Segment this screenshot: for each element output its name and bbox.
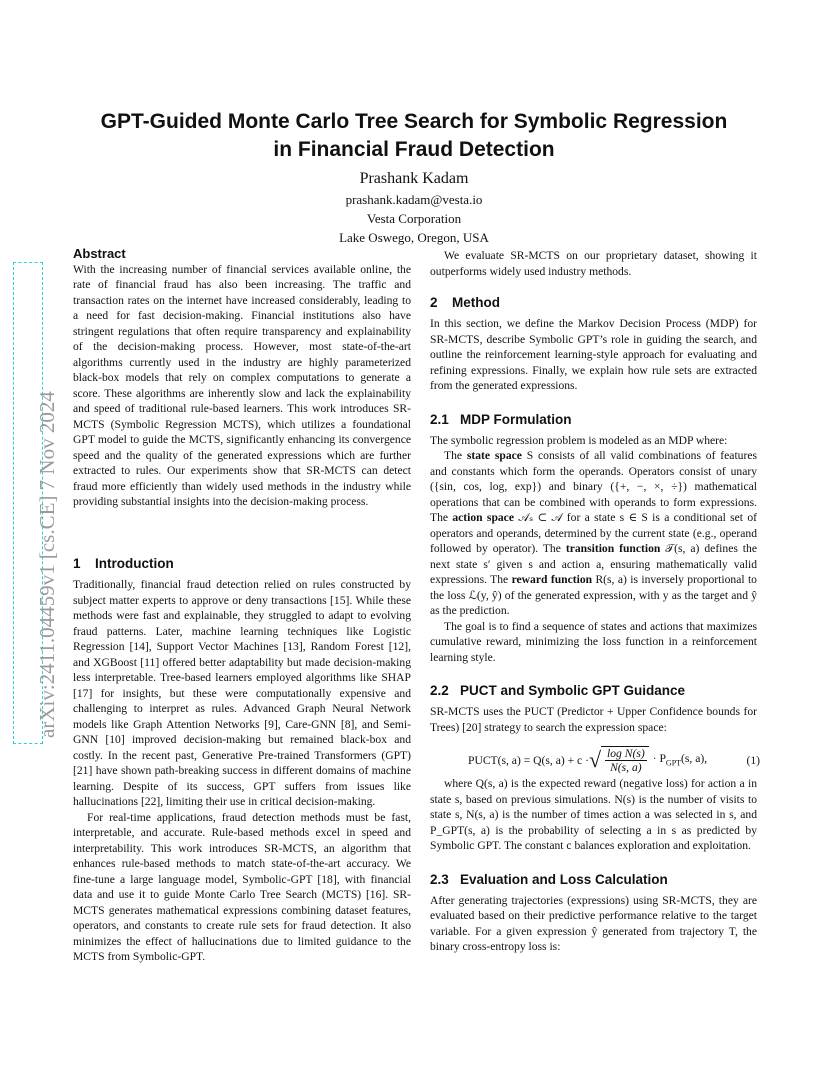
- equation-rhs: · $P_{GPT}(s$, a),: [652, 752, 708, 768]
- mdp-paragraph-1: The symbolic regression problem is modeled as an MDP where:: [430, 433, 728, 447]
- introduction-paragraph-1: Traditionally, financial fraud detection relied on rules constructed by subject matter experts to approve or deny transactions [15]. While these methods were fast and explainable, they struggled to adapt to evolving fraud patterns. Later, machine learning techniques like Logistic Regression [14], Support Vector Machines [13], Random Forest [12], and XGBoost [11] offered better adaptability but made decision-making less interpretable. Tree-based learners employed algorithms like SHAP [17] for insights, but these were computationally expensive and challenging to interpret as rules. Advanced Graph Neural Network models like Graph Attention Networks [9], Care-GNN [8], and Semi-GNN [10] improved decision-making but remained black-box and costly. In the recent past, Generative Pre-trained Transformers (GPT) [21] have shown path-breaking success in different domains of machine learning. Despite of its success, GPT suffers from issues like hallucinations [22], limiting their use in critical decision-making.: [73, 578, 411, 808]
- title-line-2: in Financial Fraud Detection: [273, 138, 555, 161]
- author-block: [214, 168, 614, 247]
- fraction-numerator: log N(s): [607, 747, 645, 760]
- equation-lhs: PUCT(s, a) = Q(s, a) + c ·: [468, 753, 589, 767]
- gpt-subscript: GPT: [665, 758, 682, 768]
- mdp-paragraph-2: The state space S consists of all valid combinations of features and constants which form the operands. Operators consist of unary ({sin, cos, log, exp}) and binary ({+, −, ×, ÷}) mathematical operations that can be combined with operands to form expressions. The action space 𝒜ₛ ⊂ 𝒜 for a state s ∈ S is a conditional set of operators and operands, determined by the current state (e.g., operand followed by operator). The transition function 𝒯(s, a) defines the next state s′ given s and action a, ensuring mathematically valid expressions. The reward function R(s, a) is inversely proportional to the loss ℒ(y, ŷ) of the generated expression, with y as the target and ŷ as the prediction.: [430, 449, 757, 617]
- method-title: Method: [452, 295, 500, 310]
- method-number: 2: [430, 295, 438, 310]
- title-line-1: GPT-Guided Monte Carlo Tree Search for Symbolic Regression: [100, 110, 728, 133]
- method-heading: [430, 294, 757, 312]
- abstract-text: With the increasing number of financial services available online, the rate of financial fraud has also been increasing. The traffic and transaction rates on the internet have increased considerably, leading to a need for fast decision-making. Financial institutions also have stringent regulations that often require transparency and explainability of the decision-making process. However, most state-of-the-art algorithms currently used in the industry are highly parameterized black-box models that rely on complex computations to generate a score. These algorithms are inherently slow and lack the explainability and speed of traditional rule-based learners. This work introduces SR-MCTS (Symbolic Regression MCTS), which utilizes a foundational GPT model to guide the MCTS, significantly enhancing its convergence speed and the quality of the generated expressions which are further extracted to rules. Our experiments show that SR-MCTS can detect fraud more efficiently than widely used methods in the industry while providing substantial insights into the decision-making process.: [73, 262, 411, 508]
- mdp-heading: [430, 411, 757, 429]
- author-name: Prashank Kadam: [359, 170, 469, 187]
- transition-function-term: transition function: [565, 542, 661, 555]
- equation-fraction: [605, 747, 647, 774]
- paper-title: [60, 108, 768, 164]
- reward-function-term: reward function: [511, 573, 593, 586]
- method-paragraph: In this section, we define the Markov Decision Process (MDP) for SR-MCTS, describe Symbolic GPT’s role in guiding the search, and outline the reinforcement learning-style approach for evaluating and refining expressions. Finally, we explain how rule sets are extracted from the generated expressions.: [430, 317, 757, 392]
- puct-paragraph-2: where Q(s, a) is the expected reward (negative loss) for action a in state s, based on previous simulations. N(s) is the number of visits to state s, N(s, a) is the number of times action a was selected in s, and P_GPT(s, a) is the probability of selecting a in s as predicted by Symbolic GPT. The constant c balances exploration and exploitation.: [430, 777, 757, 852]
- puct-title: PUCT and Symbolic GPT Guidance: [460, 683, 686, 698]
- author-email[interactable]: prashank.kadam@vesta.io: [345, 192, 483, 207]
- equation-sqrt: [601, 746, 649, 774]
- action-space-term: action space: [452, 511, 514, 524]
- introduction-paragraph-3: We evaluate SR-MCTS on our proprietary dataset, showing it outperforms widely used industry methods.: [430, 249, 757, 278]
- introduction-heading: [73, 555, 411, 573]
- sqrt-symbol: √: [588, 747, 602, 772]
- fraction-denominator: N(s, a): [610, 761, 642, 774]
- evaluation-heading: [430, 871, 757, 889]
- evaluation-title: Evaluation and Loss Calculation: [460, 871, 668, 887]
- arxiv-identifier[interactable]: arXiv:2411.04459v1 [cs.CE] 7 Nov 2024: [35, 391, 59, 738]
- right-column-top: [430, 248, 757, 735]
- state-space-term: state space: [466, 449, 522, 462]
- introduction-section: [73, 555, 411, 965]
- left-column: [73, 246, 411, 510]
- introduction-paragraph-2: For real-time applications, fraud detection methods must be fast, interpretable, and accurate. Rule-based methods excel in speed and interpretability. This work introduces SR-MCTS, an algorithm that enhances rule-based methods to match state-of-the-art accuracy. We fine-tune a large language model, Symbolic-GPT [18], with financial data and use it to guide Monte Carlo Tree Search (MCTS) [16]. SR-MCTS generates mathematical expressions combining dataset features, operators, and constants to create rule sets for fraud detection. It also minimizes the effect of hallucinations due to limited guidance to the MCTS from Symbolic-GPT.: [73, 810, 411, 963]
- mdp-number: 2.1: [430, 411, 449, 427]
- author-affiliation: Vesta Corporation: [366, 211, 462, 226]
- author-location: Lake Oswego, Oregon, USA: [339, 230, 489, 245]
- introduction-title: Introduction: [95, 556, 174, 571]
- puct-heading: [430, 682, 757, 700]
- evaluation-number: 2.3: [430, 871, 449, 887]
- puct-number: 2.2: [430, 683, 449, 698]
- mdp-title: MDP Formulation: [460, 411, 572, 427]
- introduction-number: 1: [73, 556, 81, 571]
- abstract-heading: Abstract: [73, 246, 126, 261]
- puct-paragraph-1: SR-MCTS uses the PUCT (Predictor + Upper Confidence bounds for Trees) [20] strategy to search the expression space:: [430, 705, 757, 734]
- mdp-paragraph-3: The goal is to find a sequence of states and actions that maximizes cumulative reward, minimizing the loss function in a reinforcement learning style.: [430, 619, 757, 664]
- right-column-bottom: [430, 776, 757, 955]
- evaluation-paragraph: After generating trajectories (expressions) using SR-MCTS, they are evaluated based on their predictive performance relative to the target variable. For a given expression ŷ generated from trajectory T, the binary cross-entropy loss is:: [430, 893, 757, 953]
- equation-number: (1): [746, 753, 760, 767]
